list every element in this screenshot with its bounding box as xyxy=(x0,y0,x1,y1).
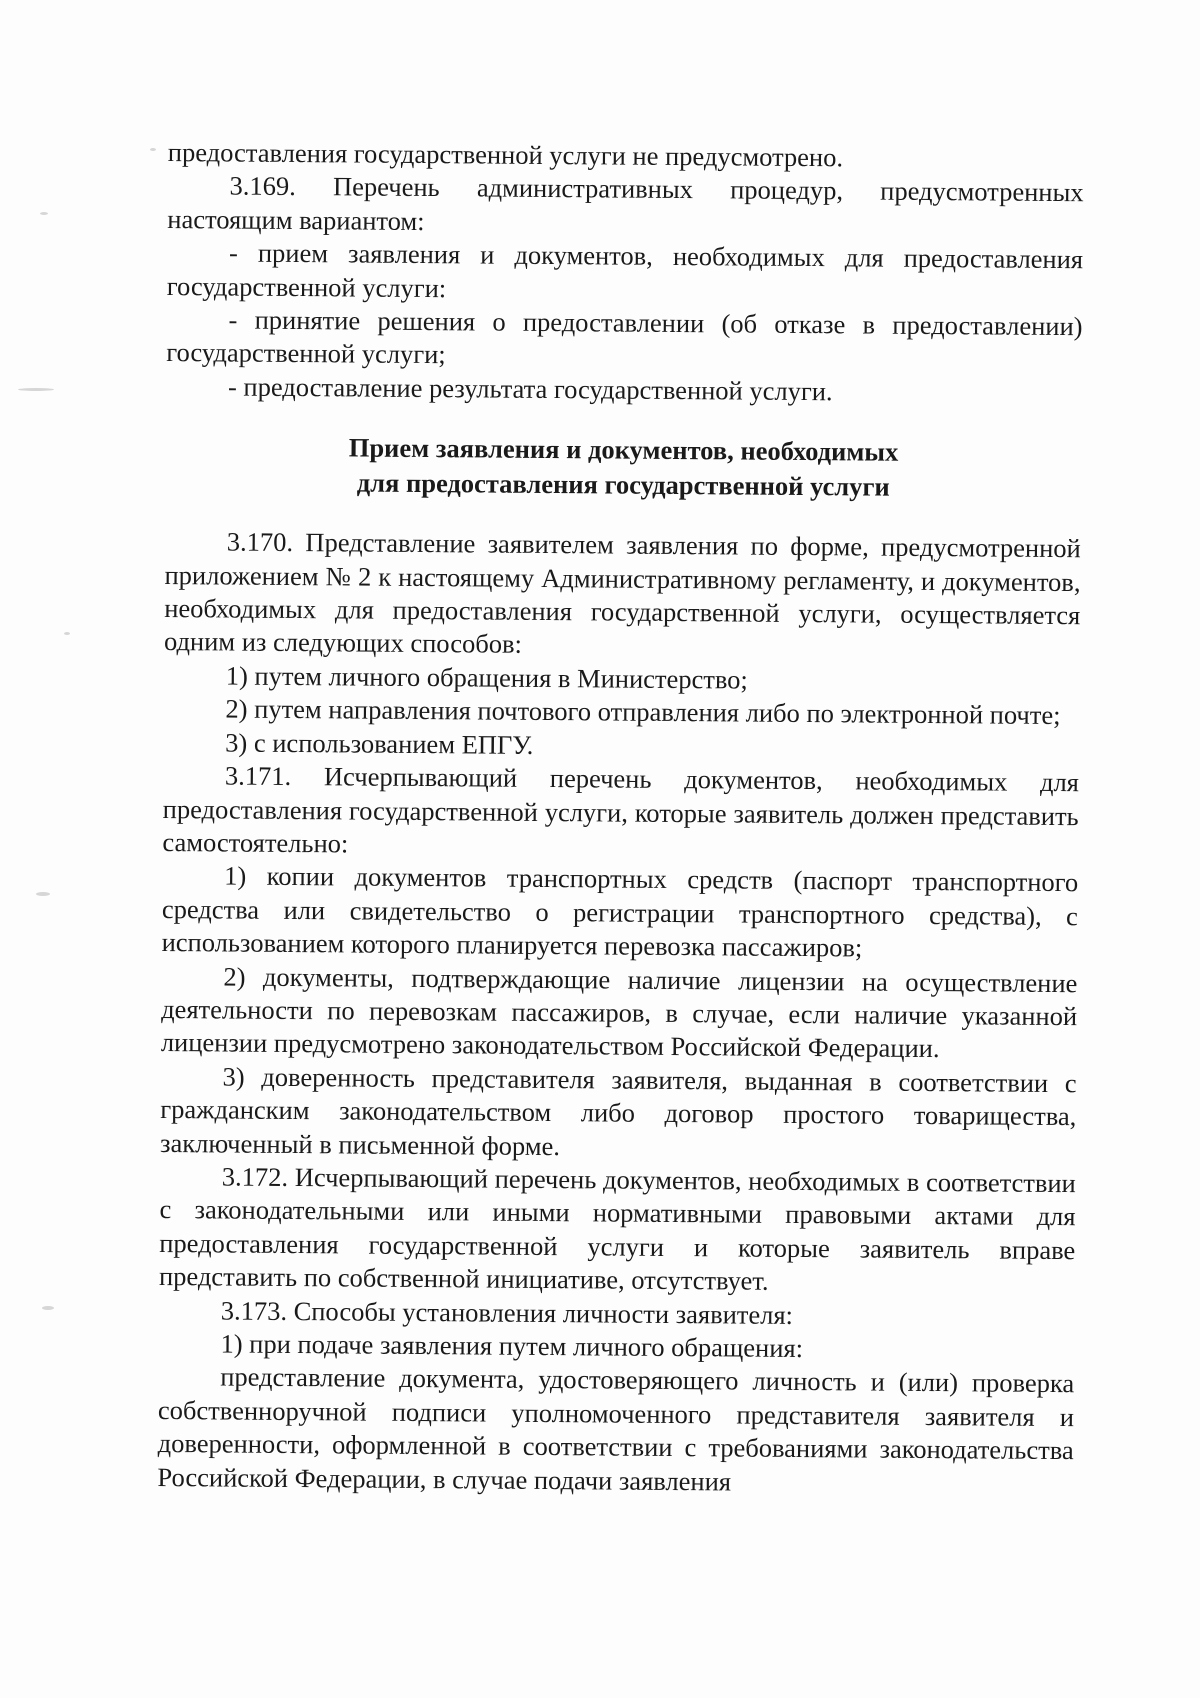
paragraph: предоставления государственной услуги не предусмотрено. xyxy=(167,136,844,173)
list-item: 3) доверенность представителя заявителя, выданная в соответствии с гражданским законодательством либо договор простого товарищества, заключенный в письменной форме. xyxy=(159,1061,1077,1161)
scan-speck xyxy=(64,632,70,635)
scan-speck xyxy=(42,1306,54,1310)
paragraph-3-173: 3.173. Способы установления личности заявителя: xyxy=(220,1295,794,1330)
scan-speck xyxy=(150,148,156,151)
scan-speck xyxy=(40,212,48,215)
paragraph-3-172: 3.172. Исчерпывающий перечень документов, необходимых в соответствии с законодательными или иными нормативными правовыми актами для предоставления государственной услуги и которые заявитель вправе представить по собственной инициативе, отсутствует. xyxy=(158,1161,1076,1296)
list-item: 2) документы, подтверждающие наличие лицензии на осуществление деятельности по перевозкам пассажиров, в случае, если наличие указанной лицензии предусмотрено законодательством Российской Федерации. xyxy=(160,960,1078,1064)
list-item: - прием заявления и документов, необходимых для предоставления государственной услуги: xyxy=(166,237,1084,303)
scan-speck xyxy=(36,892,50,896)
list-item: 3) с использованием ЕПГУ. xyxy=(225,727,534,760)
document-body xyxy=(157,136,1084,1501)
list-item: 1) копии документов транспортных средств (паспорт транспортного средства или свидетельство о регистрации транспортного средства), с использованием которого планируется перевозка пассажиров; xyxy=(161,860,1079,963)
section-heading xyxy=(165,429,1082,506)
section-heading-line: Прием заявления и документов, необходимых xyxy=(348,432,899,467)
list-item: 1) при подаче заявления путем личного обращения: xyxy=(220,1328,804,1364)
paragraph-3-170: 3.170. Представление заявителем заявления по форме, предусмотренной приложением № 2 к настоящему Административному регламенту, и документов, необходимых для предоставления государственной услуги, осуществляется одним из следующих способов: xyxy=(163,526,1081,660)
section-heading-line: для предоставления государственной услуги xyxy=(356,467,890,502)
scan-speck xyxy=(18,388,54,391)
list-item: - принятие решения о предоставлении (об отказе в предоставлении) государственной услуги; xyxy=(166,304,1083,370)
paragraph-3-169: 3.169. Перечень административных процедур, предусмотренных настоящим вариантом: xyxy=(167,170,1084,236)
paragraph: представление документа, удостоверяющего личность и (или) проверка собственноручной подписи уполномоченного представителя заявителя и доверенности, оформленной в соответствии с требованиями законодательства Российской Федерации, в случае подачи заявления xyxy=(157,1361,1075,1497)
paragraph-3-171: 3.171. Исчерпывающий перечень документов, необходимых для предоставления государственной услуги, которые заявитель должен представить самостоятельно: xyxy=(162,760,1080,859)
list-item: 2) путем направления почтового отправления либо по электронной почте; xyxy=(225,693,1061,731)
list-item: - предоставление результата государственной услуги. xyxy=(227,371,833,407)
list-item: 1) путем личного обращения в Министерство; xyxy=(225,660,748,695)
